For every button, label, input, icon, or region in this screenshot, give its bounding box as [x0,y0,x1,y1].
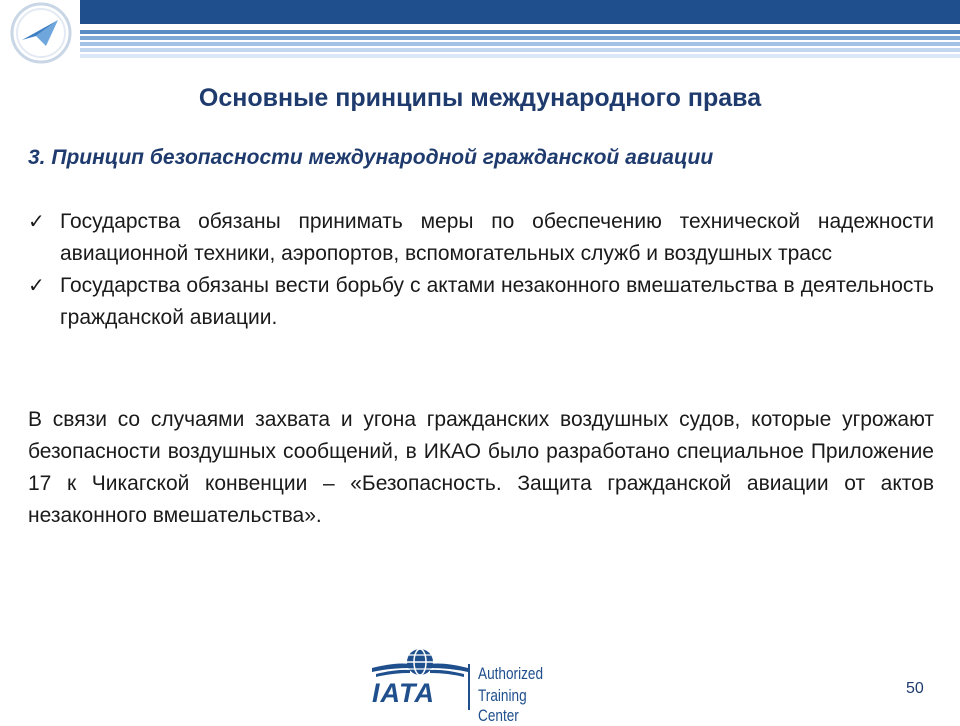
page-number: 50 [906,680,924,697]
slide-subtitle: 3. Принцип безопасности международной гражданской авиации [28,146,714,169]
header-dark-bar [80,0,960,24]
body-paragraph: В связи со случаями захвата и угона гражданских воздушных судов, которые угрожают безопасности воздушных сообщений, в ИКАО было разработано специальное Приложение 17 к Чикагской конвенции – «Безопасность. Защита гражданской авиации от актов незаконного вмешательства». [28,408,934,527]
bullet-list [28,206,934,334]
bullet-text: Государства обязаны принимать меры по обеспечению технической надежности авиационной техники, аэропортов, вспомогательных служб и воздушных трасс [60,210,934,265]
bullet-text: Государства обязаны вести борьбу с актами незаконного вмешательства в деятельность гражданской авиации. [60,274,934,329]
training-center-label: Training Center [478,686,527,725]
header-stripe [80,30,960,34]
authorized-label: Authorized [478,664,544,683]
checkmark-icon: ✓ [28,211,45,233]
airplane-arrow-logo-icon [6,2,76,64]
iata-authorized-training-center-logo [372,642,582,725]
iata-wordmark: IATA [372,678,435,708]
header-stripe [80,42,960,46]
slide-title: Основные принципы международного права [198,84,762,112]
logo-divider [468,664,470,710]
bullet-item [28,270,934,334]
header-stripe [80,54,960,58]
iata-globe-wings-icon [372,642,468,682]
checkmark-icon: ✓ [28,275,45,297]
slide-header [0,0,960,70]
header-stripe [80,48,960,52]
bullet-item [28,206,934,270]
header-stripe [80,36,960,40]
